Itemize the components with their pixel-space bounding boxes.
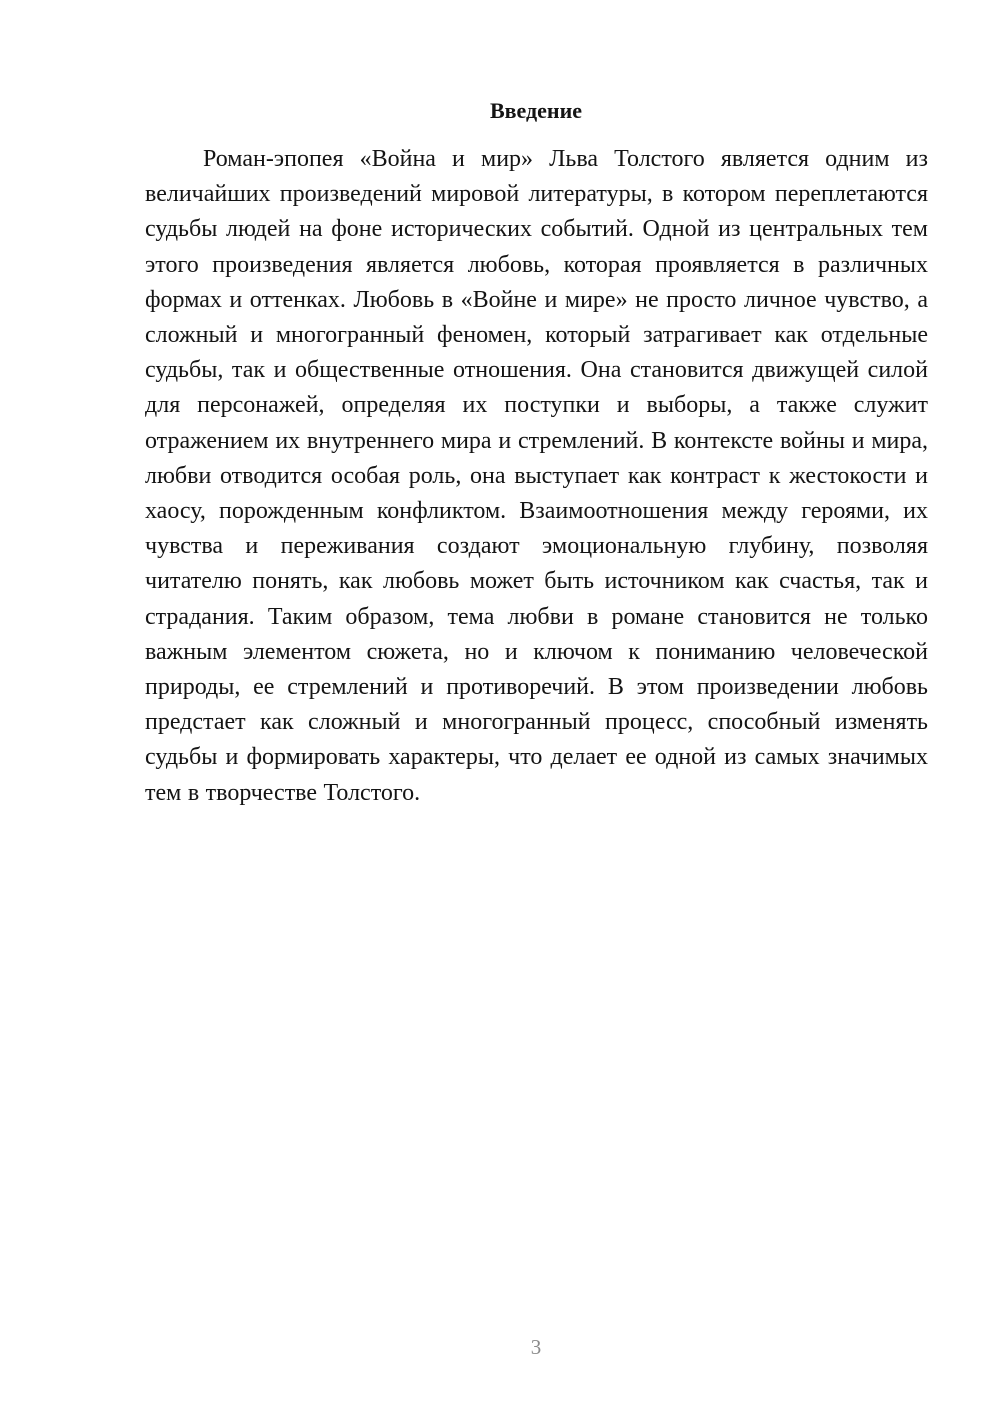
- section-heading: Введение: [489, 98, 583, 123]
- page-number: 3: [530, 1335, 542, 1359]
- body-paragraph: Роман-эпопея «Война и мир» Льва Толстого является одним из величайших произведений мировой литературы, в котором переплетаются судьбы людей на фоне исторических событий. Одной из центральных тем этого произведения является любовь, которая проявляется в различных формах и оттенках. Любовь в «Войне и мире» не просто личное чувство, а сложный и многогранный феномен, который затрагивает как отдельные судьбы, так и общественные отношения. Она становится движущей силой для персонажей, определяя их поступки и выборы, а также служит отражением их внутреннего мира и стремлений. В контексте войны и мира, любви отводится особая роль, она выступает как контраст к жестокости и хаосу, порожденным конфликтом. Взаимоотношения между героями, их чувства и переживания создают эмоциональную глубину, позволяя читателю понять, как любовь может быть источником как счастья, так и страдания. Таким образом, тема любви в романе становится не только важным элементом сюжета, но и ключом к пониманию человеческой природы, ее стремлений и противоречий. В этом произведении любовь предстает как сложный и многогранный процесс, способный изменять судьбы и формировать характеры, что делает ее одной из самых значимых тем в творчестве Толстого.: [145, 146, 928, 806]
